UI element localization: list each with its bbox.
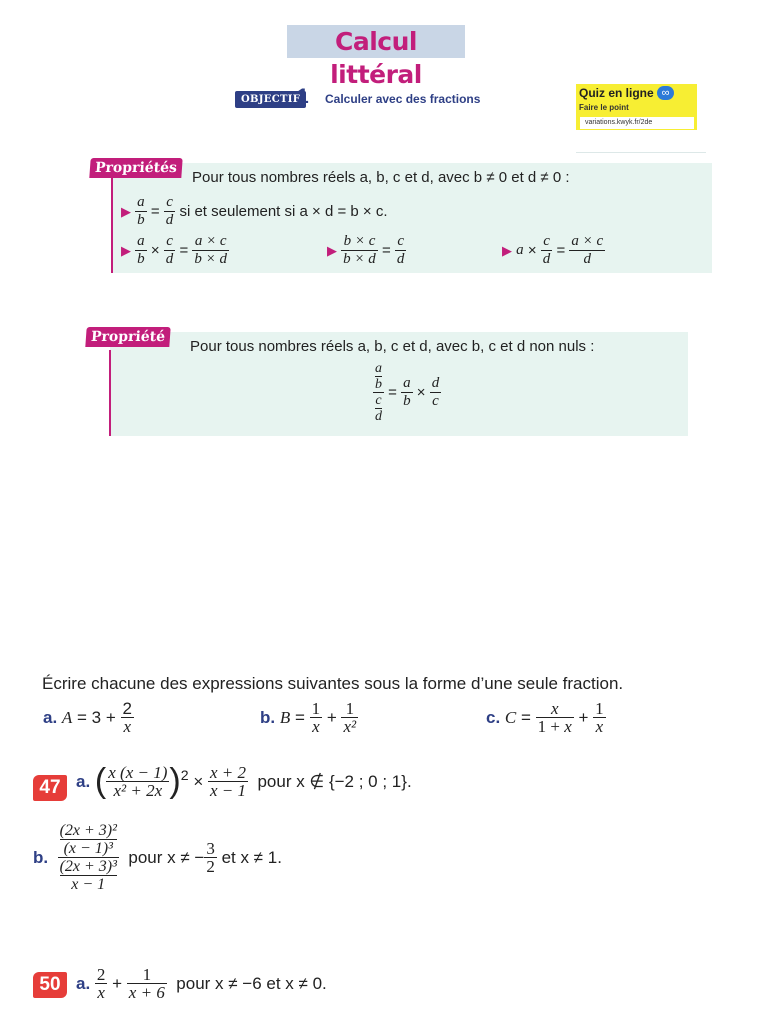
exercise-item-a: a. A = 3 + $\frac{2}{x}$ [43,699,132,736]
item-label: a. [76,973,91,993]
item-label: b. [33,847,49,867]
property-box-1-rule [111,178,113,273]
compound-fraction: a b c d [375,361,382,424]
fraction: $\frac{c}{d}$ [165,194,174,228]
item-label: b. [260,707,276,727]
property-box-2-rule [109,350,111,436]
bullet-icon: ▶ [121,242,131,258]
compound-fraction: (2x + 3)² (x − 1)³ (2x + 3)³ x − 1 [59,822,117,893]
fraction: $\frac{2}{x}$ [122,699,132,736]
exercise-50-a: a. $\frac{2}{x}$ + $\frac{1}{x + 6}$ pour x ≠ −6 et x ≠ 0. [76,965,327,1002]
ex47-b-condition-1: pour x ≠ − [128,847,205,867]
objective-label: Calculer avec des fractions [325,92,481,106]
fraction: $\frac{a}{b}$ [403,375,411,409]
item-label: a. [43,707,58,727]
property-1-rule-2: ▶ $\frac{a}{b}$ × $\frac{c}{d}$ = $\frac{a \times c}{b \times d}$ [121,233,228,267]
fraction: $\frac{x (x - 1)}{\text{x² + 2x}}$ [108,763,168,800]
exercise-item-c: c. C = $\frac{x}{1 + x}$ + $\frac{1}{x}$ [486,699,604,736]
divider [576,152,706,153]
infinity-icon: ∞ [657,86,674,100]
fraction: $\frac{3}{2}$ [206,839,215,876]
fraction: $\frac{b \times c}{b \times d}$ [343,233,376,267]
page-title: Calcul littéral [287,25,465,58]
fraction: $\frac{c}{d}$ [396,233,405,267]
property-1-rule-4: ▶ a × $\frac{c}{d}$ = $\frac{a \times c}{d}$ [502,233,604,267]
rule-1-text: si et seulement si a × d = b × c. [179,203,388,220]
exercise-47-b [33,822,282,893]
fraction: $\frac{1}{\text{x²}}$ [343,699,357,736]
fraction: $\frac{c}{d}$ [542,233,551,267]
objective-number: 1 [297,85,309,108]
exercise-50-badge: 50 [33,972,67,998]
exercise-item-b: b. B = $\frac{1}{x}$ + $\frac{1}{\text{x²}}$ [260,699,357,736]
property-1-intro: Pour tous nombres réels a, b, c et d, avec b ≠ 0 et d ≠ 0 : [192,169,570,186]
exercise-47-badge: 47 [33,775,67,801]
fraction: $\frac{2}{x}$ [96,965,106,1002]
fraction: $\frac{a \times c}{d}$ [571,233,604,267]
bullet-icon: ▶ [502,242,512,258]
item-label: c. [486,707,501,727]
exercise-intro: Écrire chacune des expressions suivantes sous la forme d’une seule fraction. [42,674,624,693]
ex50-a-condition: pour x ≠ −6 et x ≠ 0. [176,973,327,993]
quiz-title[interactable]: Quiz en ligne [579,86,654,100]
fraction: $\frac{1}{x + 6}$ [128,965,165,1002]
fraction: $\frac{a}{b}$ [137,233,145,267]
fraction: $\frac{1}{x}$ [595,699,604,736]
bullet-icon: ▶ [327,242,337,258]
properties-tag: Propriétés [89,158,182,178]
exercise-47-a: a. ( $\frac{x (x - 1)}{\text{x² + 2x}}$ ) $^2$ × $\frac{x + 2}{x - 1}$ pour x ∉ {−2 ; 0 ; 1}. [76,762,412,800]
fraction: $\frac{a \times c}{b \times d}$ [194,233,228,267]
property-tag: Propriété [85,327,170,347]
fraction: $\frac{x}{1 + x}$ [537,699,572,736]
quiz-subtitle: Faire le point [579,103,629,112]
ex47-a-condition: pour x ∉ {−2 ; 0 ; 1}. [257,771,412,791]
fraction: $\frac{a}{b}$ [137,194,145,228]
item-label: a. [76,771,91,791]
property-1-rule-1: ▶ $\frac{a}{b}$ = $\frac{c}{d}$ si et seulement si a × d = b × c. [121,194,388,228]
property-1-rule-3: ▶ $\frac{b \times c}{b \times d}$ = $\frac{c}{d}$ [327,233,405,267]
property-2-intro: Pour tous nombres réels a, b, c et d, avec b, c et d non nuls : [190,338,595,355]
fraction: $\frac{c}{d}$ [165,233,174,267]
fraction: $\frac{1}{x}$ [311,699,321,736]
property-2-formula: a b c d = $\frac{a}{b}$ × $\frac{d}{c}$ [375,361,440,424]
bullet-icon: ▶ [121,203,131,219]
fraction: $\frac{d}{c}$ [431,375,440,409]
fraction: $\frac{x + 2}{x - 1}$ [209,763,246,800]
ex47-b-condition-2: et x ≠ 1. [221,847,282,867]
objective-badge: OBJECTIF [235,91,306,108]
quiz-link[interactable]: variations.kwyk.fr/2de [580,117,694,129]
